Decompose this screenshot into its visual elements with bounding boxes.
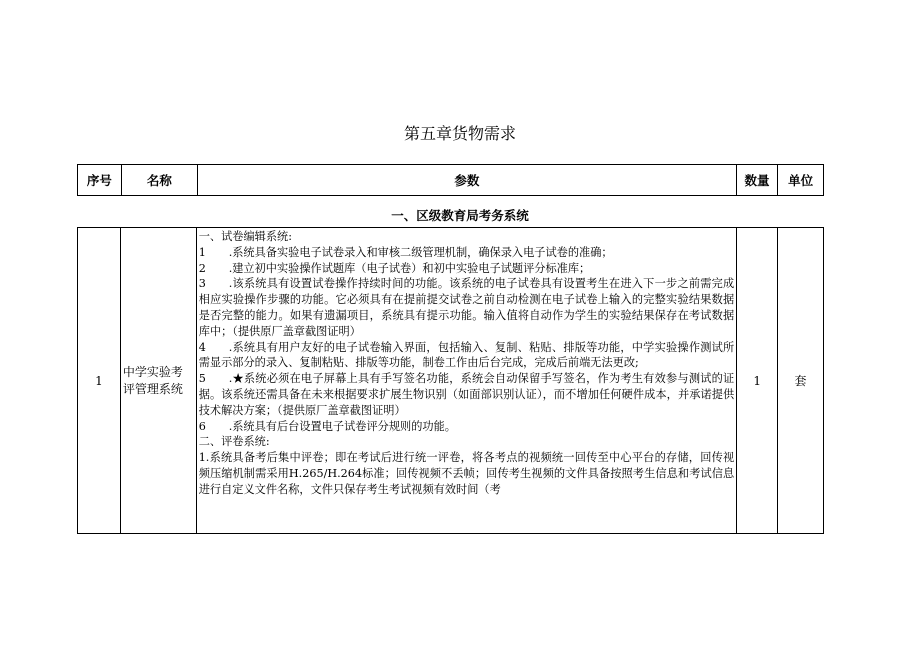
page-title: 第五章货物需求	[403, 124, 516, 143]
table-header	[77, 164, 824, 196]
row-params	[197, 228, 738, 533]
param-item: 2 .建立初中实验操作试题库（电子试卷）和初中实验电子试题评分标准库；	[198, 261, 591, 275]
header-qty: 数量	[737, 165, 779, 195]
row-name: 中学实验考评管理系统	[122, 364, 183, 396]
header-params: 参数	[198, 165, 737, 195]
row-name-cell	[121, 228, 197, 533]
row-unit: 套	[794, 374, 807, 388]
params-heading-2: 二、评卷系统:	[198, 435, 270, 449]
param-item: 1.系统具备考后集中评卷；即在考试后进行统一评卷，将各考点的视频统一回传至中心平台的存储，回传视频压缩机制需采用H.265/H.264标准；回传视频不丢帧；回传考生视频的文件具备按照考生信息和考试信息进行自定义文件名称，文件只保存考生考试视频有效时间（考	[198, 451, 735, 496]
param-item: 1 .系统具备实验电子试卷录入和审核二级管理机制，确保录入电子试卷的准确；	[198, 245, 613, 259]
param-item: 3 .该系统具有设置试卷操作持续时间的功能。该系统的电子试卷具有设置考生在进入下一步之前需完成相应实验操作步骤的功能。它必须具有在提前提交试卷之前自动检测在电子试卷上输入的完整实验结果数据是否完整的能力。如果有遗漏项目，系统具有提示功能。输入值将自动作为学生的实验结果保存在考试数据库中；（提供原厂盖章截图证明）	[198, 277, 735, 338]
header-unit: 单位	[788, 173, 814, 188]
table-row	[77, 227, 824, 534]
header-no: 序号	[78, 165, 122, 195]
section-title: 一、区级教育局考务系统	[391, 208, 529, 223]
param-item: 4 .系统具有用户友好的电子试卷输入界面，包括输入、复制、粘贴、排版等功能，中学实验操作测试所需显示部分的录入、复制粘贴、排版等功能，制卷工作由后台完成，完成后前端无法更改;	[198, 340, 735, 370]
param-item: 5 .★系统必须在电子屏幕上具有手写签名功能，系统会自动保留手写签名，作为考生有效参与测试的证据。该系统还需具备在未来根据要求扩展生物识别（如面部识别认证），而不增加任何硬件成本，并承诺提供技术解决方案；（提供原厂盖章截图证明）	[198, 372, 735, 417]
row-no: 1	[78, 228, 121, 533]
param-item: 6 .系统具有后台设置电子试卷评分规则的功能。	[198, 419, 456, 433]
params-heading-1: 一、试卷编辑系统:	[198, 230, 292, 243]
row-qty: 1	[737, 228, 778, 533]
header-name: 名称	[122, 165, 198, 195]
